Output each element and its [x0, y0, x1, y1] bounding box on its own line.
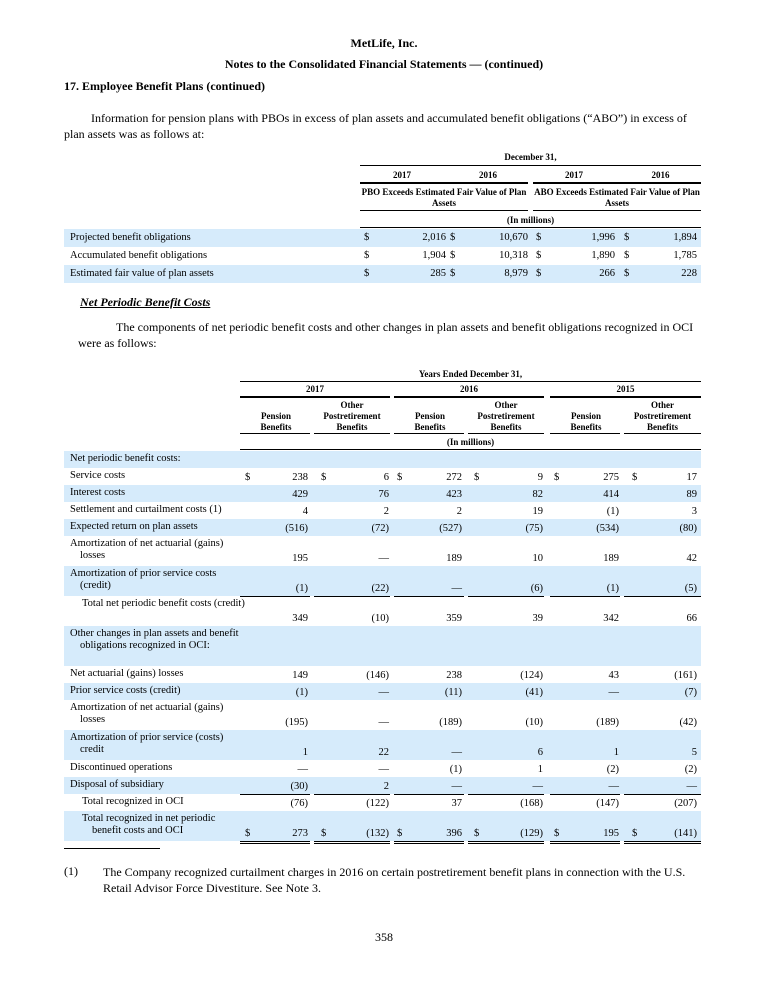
t1-year: 2017: [393, 170, 411, 180]
cell-value: —: [608, 687, 619, 698]
cell-value: 4: [302, 506, 308, 517]
currency-symbol: $: [474, 828, 480, 839]
cell-value: —: [378, 764, 389, 775]
cell-value: 189: [446, 553, 462, 564]
cell-value: 2: [383, 781, 389, 792]
table-row: [64, 468, 701, 485]
cell-value: 76: [378, 489, 389, 500]
t1-units: (In millions): [506, 215, 555, 225]
npbc-paragraph: The components of net periodic benefit costs and other changes in plan assets and benefit obligations recognized in OCI were as follows:: [78, 320, 694, 350]
row-label: Total net periodic benefit costs (credit): [82, 598, 245, 609]
cell-value: (124): [520, 670, 543, 681]
cell-value: 66: [686, 613, 697, 624]
cell-value: (141): [674, 828, 697, 839]
cell-value: (1): [449, 764, 462, 775]
table-row: [64, 502, 701, 519]
table-row: [64, 811, 701, 841]
row-label: Net actuarial (gains) losses: [70, 668, 184, 679]
row-label: Total recognized in net periodic benefit costs and OCI: [82, 813, 216, 836]
cell-value: (207): [674, 798, 697, 809]
cell-value: 342: [603, 613, 619, 624]
cell-value: (6): [530, 583, 543, 594]
cell-value: 1: [613, 747, 619, 758]
cell-value: 42: [686, 553, 697, 564]
currency-symbol: $: [474, 472, 480, 483]
currency-symbol: $: [554, 828, 560, 839]
row-label: Net periodic benefit costs:: [70, 453, 181, 464]
cell-value: 275: [603, 472, 619, 483]
cell-value: 19: [532, 506, 543, 517]
table-row: [64, 626, 701, 666]
cell-value: (132): [366, 828, 389, 839]
cell-value: (80): [679, 523, 697, 534]
cell-value: 37: [451, 798, 462, 809]
cell-value: (2): [684, 764, 697, 775]
cell-value: (10): [525, 717, 543, 728]
t2-period-header: Years Ended December 31,: [418, 369, 523, 379]
cell-value: 43: [608, 670, 619, 681]
cell-value: (146): [366, 670, 389, 681]
cell-value: (527): [439, 523, 462, 534]
cell-value: —: [686, 781, 697, 792]
cell-value: (2): [606, 764, 619, 775]
cell-value: (195): [285, 717, 308, 728]
currency-symbol: $: [321, 828, 327, 839]
cell-value: —: [532, 781, 543, 792]
currency-symbol: $: [245, 472, 251, 483]
t2-units: (In millions): [446, 437, 495, 447]
cell-value: 2: [456, 506, 462, 517]
cell-value: (122): [366, 798, 389, 809]
cell-value: —: [297, 764, 308, 775]
currency-symbol: $: [321, 472, 327, 483]
cell-value: (75): [525, 523, 543, 534]
cell-value: —: [608, 781, 619, 792]
cell-value: (42): [679, 717, 697, 728]
currency-symbol: $: [397, 828, 403, 839]
cell-value: —: [451, 583, 462, 594]
table-row: [64, 760, 701, 777]
cell-value: (76): [290, 798, 308, 809]
t1-period-header: December 31,: [504, 152, 557, 162]
t2-col-other: Other Postretirement Benefits: [323, 400, 381, 432]
currency-symbol: $: [632, 472, 638, 483]
row-label: Service costs: [70, 470, 126, 481]
cell-value: —: [378, 717, 389, 728]
cell-value: —: [378, 687, 389, 698]
cell-value: 2: [383, 506, 389, 517]
cell-value: (129): [520, 828, 543, 839]
footnote-marker: (1): [64, 864, 78, 878]
currency-symbol: $: [397, 472, 403, 483]
row-label: Settlement and curtailment costs (1): [70, 504, 222, 515]
cell-value: (534): [596, 523, 619, 534]
row-label: Amortization of prior service costs (credit): [70, 568, 217, 591]
t2-year: 2015: [616, 384, 635, 394]
row-label: Interest costs: [70, 487, 126, 498]
cell-value: (189): [596, 717, 619, 728]
cell-value: (1): [606, 583, 619, 594]
section-heading: 17. Employee Benefit Plans (continued): [64, 79, 265, 93]
cell-value: 349: [292, 613, 308, 624]
currency-symbol: $: [632, 828, 638, 839]
cell-value: 273: [292, 828, 308, 839]
cell-value: 9: [537, 472, 543, 483]
cell-value: 17: [686, 472, 697, 483]
row-label: Amortization of net actuarial (gains) losses: [70, 538, 224, 561]
cell-value: 1: [537, 764, 543, 775]
footnote-rule: [64, 848, 160, 849]
table-row: [64, 566, 701, 596]
cell-value: (516): [285, 523, 308, 534]
cell-value: 272: [446, 472, 462, 483]
company-name: MetLife, Inc.: [350, 36, 418, 50]
cell-value: —: [378, 553, 389, 564]
cell-value: 6: [537, 747, 543, 758]
table-row: Estimated fair value of plan assets $ 285 $ 8,979 $ 266 $ 228: [64, 265, 701, 283]
table-row: [64, 683, 701, 700]
t2-col-pension: Pension Benefits: [260, 411, 292, 432]
cell-value: 359: [446, 613, 462, 624]
t1-group-pbo: PBO Exceeds Estimated Fair Value of Plan Assets: [361, 187, 527, 208]
cell-value: 238: [292, 472, 308, 483]
table-row: [64, 596, 701, 626]
cell-value: (7): [684, 687, 697, 698]
cell-value: 5: [691, 747, 697, 758]
cell-value: 414: [603, 489, 619, 500]
t2-col-other: Other Postretirement Benefits: [633, 400, 692, 432]
cell-value: 195: [292, 553, 308, 564]
currency-symbol: $: [245, 828, 251, 839]
row-label: Prior service costs (credit): [70, 685, 181, 696]
cell-value: 195: [603, 828, 619, 839]
cell-value: 10: [532, 553, 543, 564]
cell-value: (5): [684, 583, 697, 594]
cell-value: (11): [444, 687, 462, 698]
cell-value: 22: [378, 747, 389, 758]
cell-value: 3: [691, 506, 697, 517]
t2-col-pension: Pension Benefits: [570, 411, 602, 432]
npbc-heading: Net Periodic Benefit Costs: [80, 295, 211, 309]
cell-value: (72): [371, 523, 389, 534]
cell-value: 238: [446, 670, 462, 681]
table-row: Projected benefit obligations $ 2,016 $ 10,670 $ 1,996 $ 1,894: [64, 229, 701, 247]
table-row: Accumulated benefit obligations $ 1,904 $ 10,318 $ 1,890 $ 1,785: [70, 250, 697, 261]
table-row: [64, 451, 701, 468]
cell-value: (22): [371, 583, 389, 594]
cell-value: (30): [290, 781, 308, 792]
table-row: [64, 730, 701, 760]
row-label: Other changes in plan assets and benefit obligations recognized in OCI:: [70, 628, 239, 651]
t1-year: 2016: [651, 170, 670, 180]
footnote-text: The Company recognized curtailment charges in 2016 on certain postretirement benefit plans in connection with the U.S. Retail Advisor Force Divestiture. See Note 3.: [103, 865, 686, 895]
row-label: Total recognized in OCI: [82, 796, 184, 807]
t2-year: 2017: [306, 384, 324, 394]
table-row: [64, 700, 701, 730]
cell-value: 82: [532, 489, 543, 500]
table-row: [64, 794, 701, 811]
t1-year: 2017: [565, 170, 583, 180]
cell-value: (1): [295, 687, 308, 698]
cell-value: (1): [295, 583, 308, 594]
cell-value: —: [451, 747, 462, 758]
cell-value: —: [451, 781, 462, 792]
cell-value: (168): [520, 798, 543, 809]
cell-value: 423: [446, 489, 462, 500]
cell-value: 396: [446, 828, 462, 839]
row-label: Disposal of subsidiary: [70, 779, 164, 790]
cell-value: 429: [292, 489, 308, 500]
row-label: Amortization of net actuarial (gains) losses: [70, 702, 224, 725]
cell-value: 189: [603, 553, 619, 564]
cell-value: 6: [383, 472, 389, 483]
t2-col-pension: Pension Benefits: [414, 411, 446, 432]
table-row: [64, 519, 701, 536]
table-row: [64, 777, 701, 794]
t1-group-abo: ABO Exceeds Estimated Fair Value of Plan Assets: [534, 187, 700, 208]
cell-value: (41): [525, 687, 543, 698]
cell-value: 89: [686, 489, 697, 500]
t2-year: 2016: [460, 384, 478, 394]
cell-value: (1): [606, 506, 619, 517]
cell-value: (147): [596, 798, 619, 809]
page-number: 358: [375, 930, 393, 944]
t1-year: 2016: [479, 170, 497, 180]
currency-symbol: $: [554, 472, 560, 483]
cell-value: 1: [302, 747, 308, 758]
cell-value: (10): [371, 613, 389, 624]
row-label: Amortization of prior service (costs) credit: [70, 732, 224, 755]
table-row: [64, 666, 701, 683]
page-subtitle: Notes to the Consolidated Financial Statements — (continued): [224, 57, 544, 71]
table-row: [64, 536, 701, 566]
intro-paragraph: Information for pension plans with PBOs in excess of plan assets and accumulated benefit obligations (“ABO”) in excess of plan assets was as follows at:: [64, 111, 687, 141]
cell-value: 39: [532, 613, 543, 624]
t2-col-other: Other Postretirement Benefits: [477, 400, 535, 432]
row-label: Discontinued operations: [70, 762, 173, 773]
row-label: Expected return on plan assets: [70, 521, 198, 532]
cell-value: (161): [674, 670, 697, 681]
table-row: [64, 485, 701, 502]
cell-value: 149: [292, 670, 308, 681]
cell-value: (189): [439, 717, 462, 728]
